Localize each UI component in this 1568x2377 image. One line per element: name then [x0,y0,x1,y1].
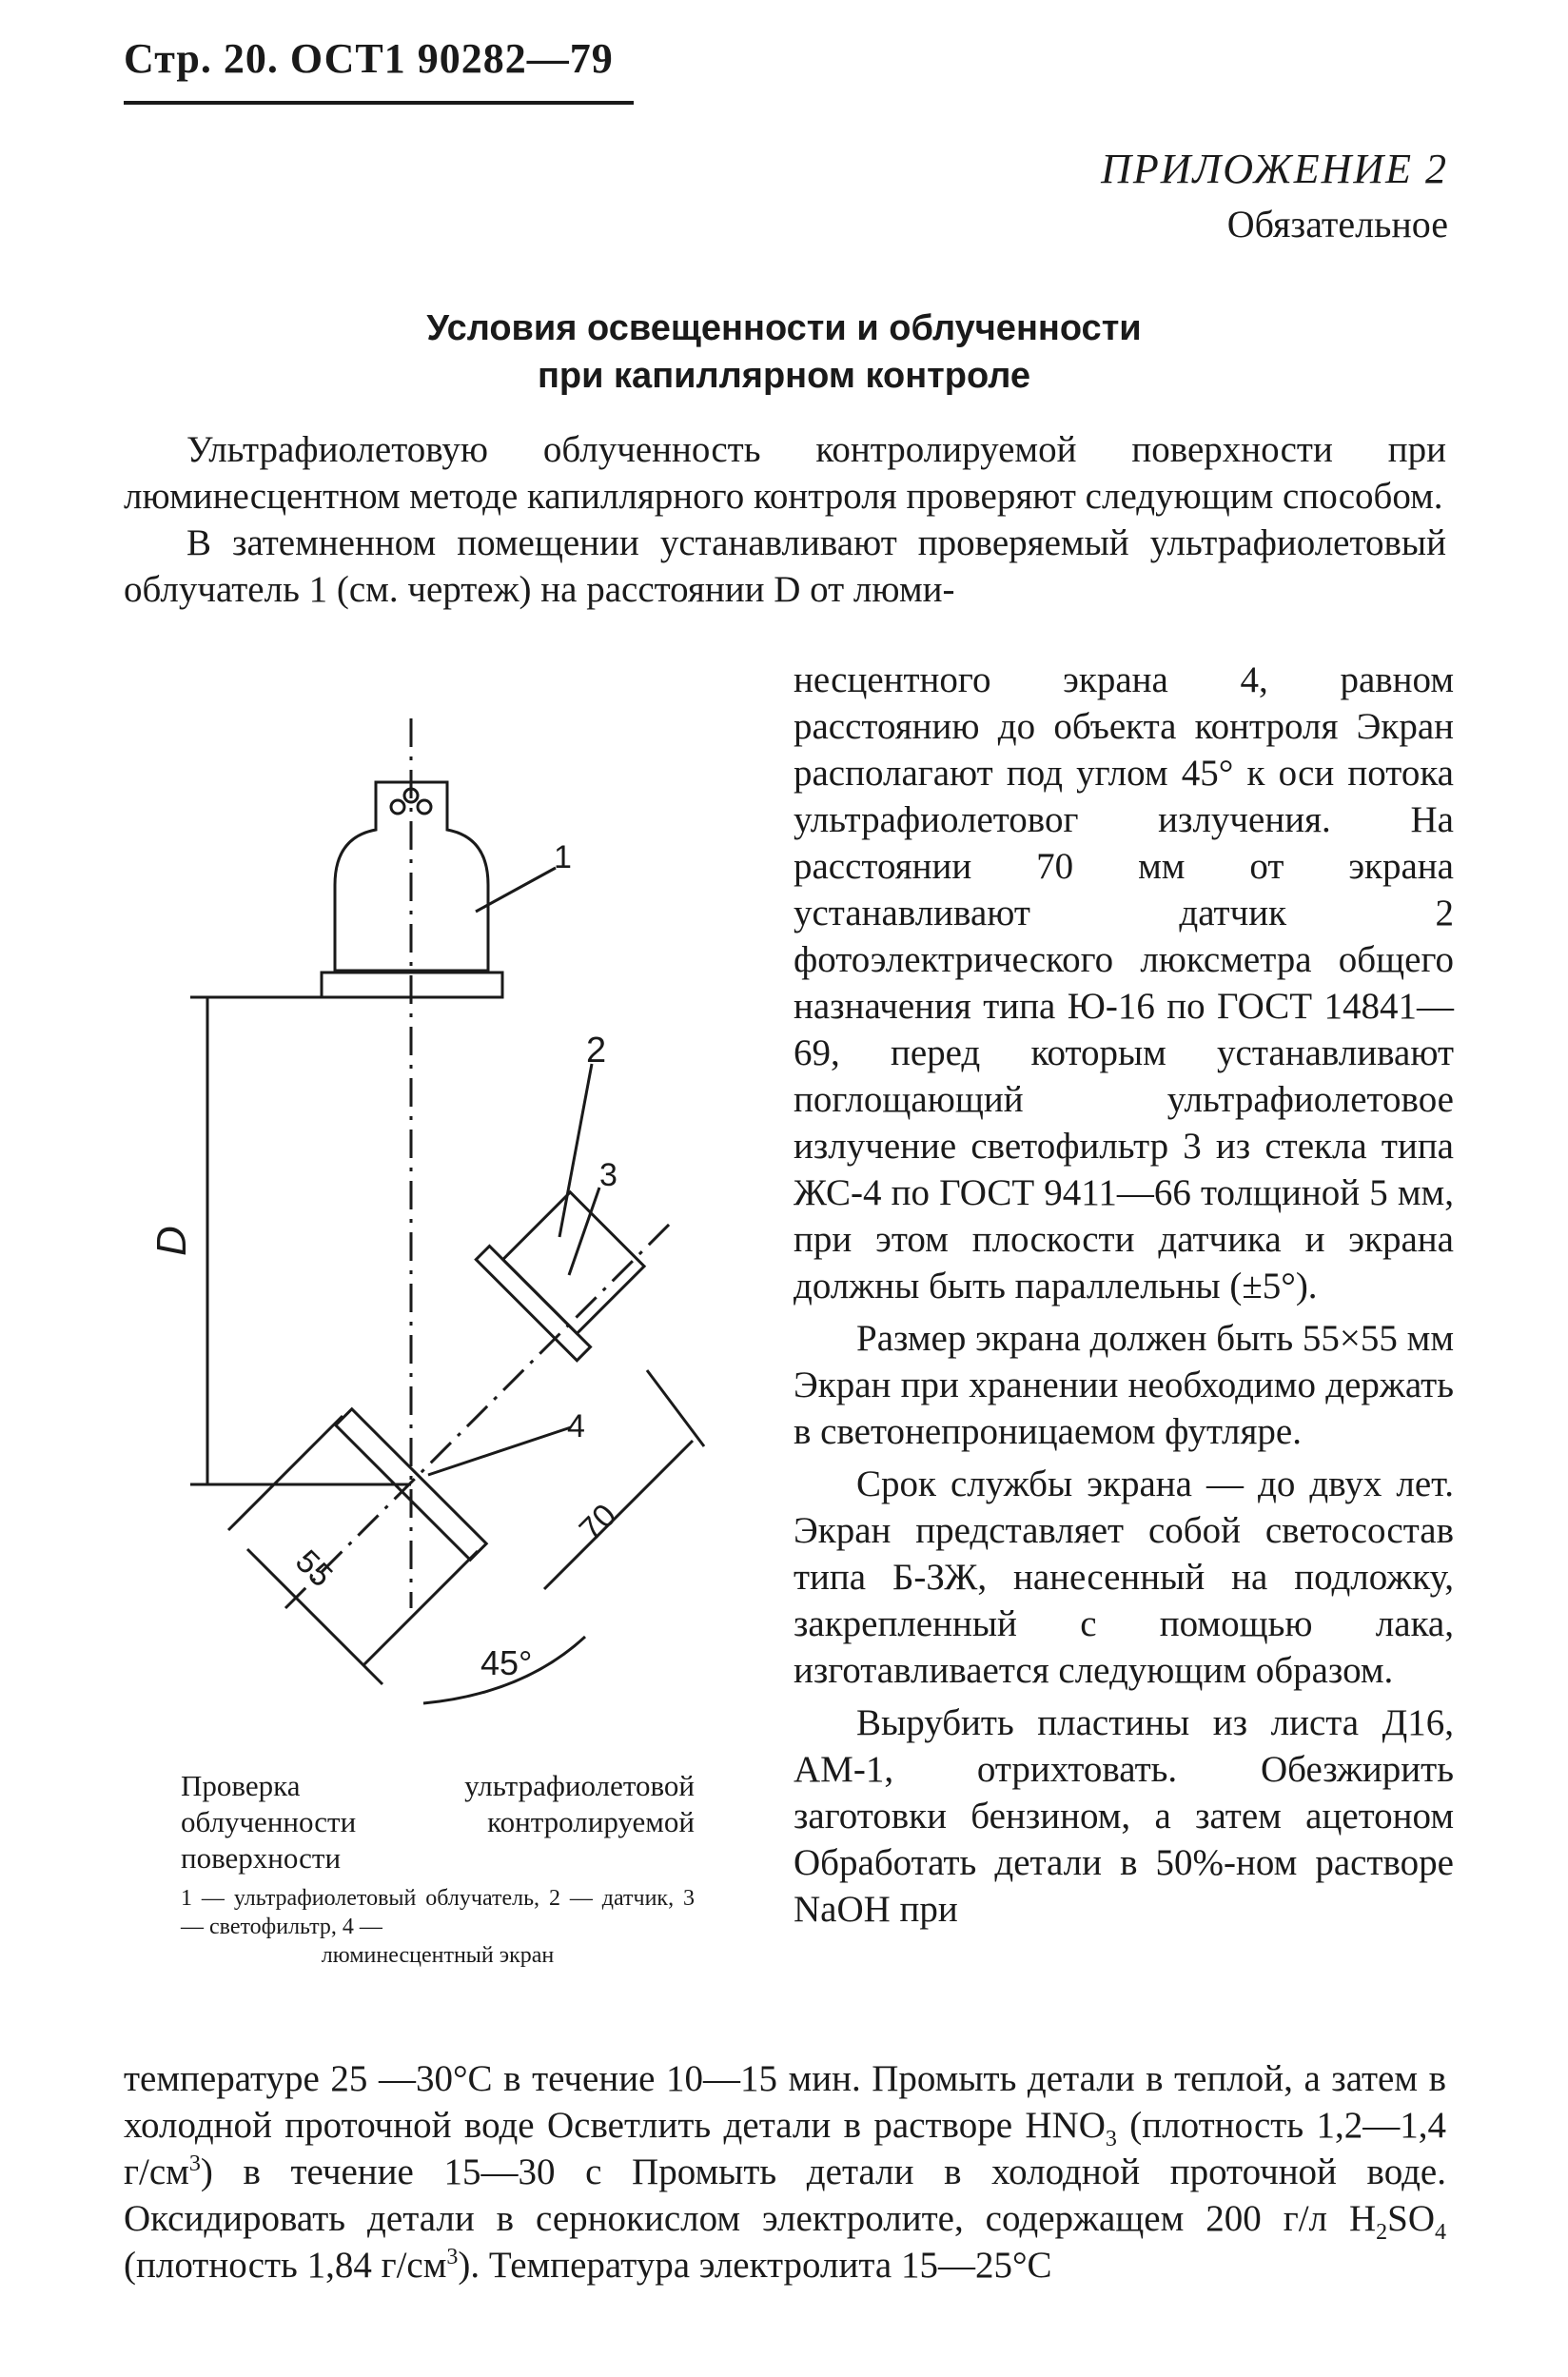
label-distance: D [148,1226,195,1256]
figure-legend [181,1884,695,1970]
p5-sup2: 3 [446,2245,459,2269]
p5-part4: SO [1387,2198,1435,2239]
lamp-connector-1 [391,800,404,814]
paragraph-2-full: В затемненном помещении устанавливают проверяемый ультрафиолетовый облучатель 1 (см. чертеж) на расстоянии D от люми- [124,522,1446,610]
label-filter: 3 [599,1157,617,1193]
label-gap: 70 [572,1497,624,1548]
p5-part3: ) в течение 15—30 с Промыть детали в холодной проточной воде. Оксидировать детали в сернокислом электролите, содержащем 200 г/л H [124,2151,1446,2239]
document-title-line2: при капиллярном контроле [537,356,1031,396]
leader-2 [559,1064,592,1237]
p5-part5: (плотность 1,84 г/см [124,2245,447,2286]
p5-sub2: 2 [1376,2219,1388,2245]
body-text-bottom [124,2055,1446,2289]
appendix-status: Обязательное [1226,203,1448,246]
p5-sub3: 4 [1435,2219,1446,2245]
figure-caption: Проверка ультрафиолетовой облученности контролируемой поверхности [181,1769,695,1875]
label-screen: 4 [567,1408,585,1444]
label-lamp: 1 [554,839,572,875]
document-title-line1: Условия освещенности и облученности [426,308,1142,348]
legend-line2: люминесцентный экран [321,1943,555,1968]
dim-55-ext-1 [228,1416,343,1530]
page-header: Стр. 20. ОСТ1 90282—79 [124,35,614,82]
paragraph-2-column: несцентного экрана 4, равном расстоянию до объекта контроля Экран располагают под углом 45° к оси потока ультрафиолетовог излучения. На расстоянии 70 мм от экрана устанавливают датчик 2 фотоэлектрического люксметра общего назначения типа Ю-16 по ГОСТ 14841—69, перед которым устанавливают поглощающий ультрафиолетовое излучение светофильтр 3 из стекла типа ЖС-4 по ГОСТ 9411—66 толщиной 5 мм, при этом плоскости датчика и экрана должны быть параллельны (±5°). [794,659,1454,1306]
paragraph-3: Размер экрана должен быть 55×55 мм Экран при хранении необходимо держать в светонепроницаемом футляре. [794,1318,1454,1452]
label-angle: 45° [480,1643,533,1682]
paragraph-5-full [124,2055,1446,2289]
p5-sup1: 3 [188,2151,201,2176]
paragraph-4: Срок службы экрана — до двух лет. Экран представляет собой светосостав типа Б-ЗЖ, нанесенный на подложку, закрепленный с помощью лака, изготавливается следующим образом. [794,1464,1454,1691]
p5-part1: температуре 25 —30°С в течение 10—15 мин. Промыть детали в теплой, а затем в холодной проточной воде Осветлить детали в растворе HNO [124,2058,1446,2146]
dim-55-ext-2 [363,1551,478,1665]
appendix-title: ПРИЛОЖЕНИЕ 2 [1101,146,1448,192]
legend-line1: 1 — ультрафиолетовый облучатель, 2 — датчик, 3 — светофильтр, 4 — [181,1886,695,1939]
p5-part6: ). Температура электролита 15—25°С [458,2245,1052,2286]
label-size: 55 [288,1542,340,1595]
dim-70-line [544,1441,693,1589]
lamp-connector-2 [418,800,431,814]
p5-sub1: 3 [1105,2126,1117,2151]
label-sensor: 2 [586,1031,607,1071]
paragraph-5-column: Вырубить пластины из листа Д16, АМ-1, отрихтовать. Обезжирить заготовки бензином, а затем ацетоном Обработать детали в 50%-ном растворе NaOH при [794,1702,1454,1930]
leader-4 [428,1427,571,1475]
paragraph-1: Ультрафиолетовую облученность контролируемой поверхности при люминесцентном методе капиллярного контроля проверяют следующим способом. [124,429,1446,517]
leader-3 [569,1188,599,1275]
p5-part2: (плотность 1,2—1,4 г/см [124,2105,1446,2192]
dim-70-ext [647,1370,704,1446]
